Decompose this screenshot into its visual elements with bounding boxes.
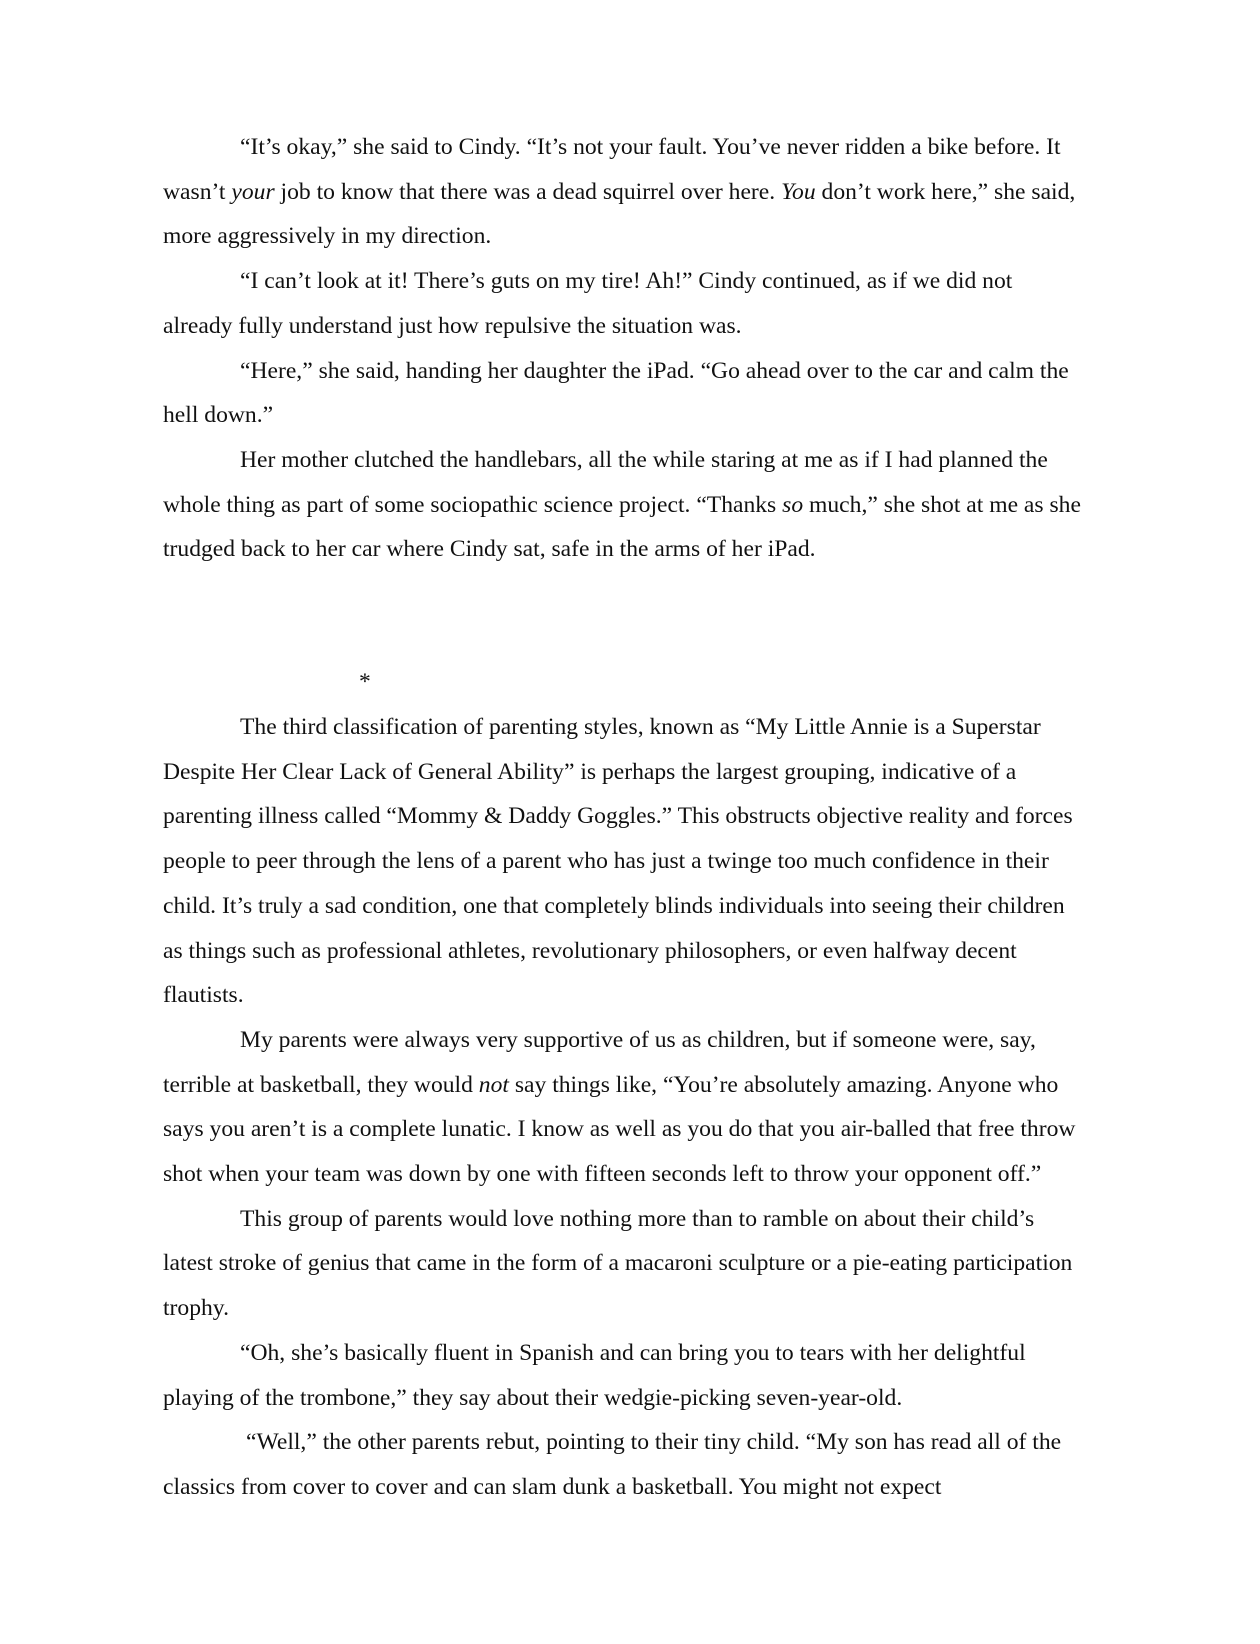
paragraph — [163, 1197, 1087, 1331]
body-text — [163, 125, 1087, 1510]
text-run: “It’s okay,” she said to Cindy. “It’s not your fault. You’ve never ridden a bike before. It wasn’t — [163, 134, 1061, 205]
text-run: job to know that there was a dead squirrel over here. — [274, 178, 782, 205]
text-run: “Here,” she said, handing her daughter the iPad. “Go ahead over to the car and calm the hell down.” — [163, 357, 1069, 429]
section-after-break — [163, 705, 1087, 1510]
text-run: Her mother clutched the handlebars, all the while staring at me as if I had planned the whole thing as part of some sociopathic science project. “Thanks — [163, 446, 1048, 518]
section-gap — [163, 572, 1087, 616]
paragraph — [163, 705, 1087, 1018]
text-run: This group of parents would love nothing more than to ramble on about their child’s latest stroke of genius that came in the form of a macaroni sculpture or a pie-eating participation trophy. — [163, 1205, 1073, 1322]
paragraph — [163, 259, 1087, 348]
italic-text: You — [781, 178, 816, 205]
paragraph — [163, 1420, 1087, 1509]
paragraph — [163, 125, 1087, 259]
text-run: The third classification of parenting styles, known as “My Little Annie is a Superstar Despite Her Clear Lack of General Ability” is perhaps the largest grouping, indicative of a parenting illness called “Mommy & Daddy Goggles.” This obstructs objective reality and forces people to peer through the lens of a parent who has just a twinge too much confidence in their child. It’s truly a sad condition, one that completely blinds individuals into seeing their children as things such as professional athletes, revolutionary philosophers, or even halfway decent flautists. — [163, 714, 1073, 1009]
asterisk: * — [359, 669, 371, 696]
text-run: My parents were always very supportive of us as children, but if someone were, say, terrible at basketball, they would — [163, 1026, 1036, 1098]
section-break-asterisk — [163, 616, 1087, 705]
paragraph — [163, 438, 1087, 572]
paragraph — [163, 1018, 1087, 1197]
text-run: “I can’t look at it! There’s guts on my tire! Ah!” Cindy continued, as if we did not already fully understand just how repulsive the situation was. — [163, 268, 1013, 339]
italic-text: your — [231, 178, 275, 205]
text-run: say things like, “You’re absolutely amazing. Anyone who says you aren’t is a complete lunatic. I know as well as you do that you air-balled that free throw shot when your team was down by one with fifteen seconds left to throw your opponent off.” — [163, 1071, 1076, 1188]
text-run: don’t work here,” she said, more aggressively in my direction. — [163, 178, 1076, 250]
text-run: “Well,” the other parents rebut, pointing to their tiny child. “My son has read all of the classics from cover to cover and can slam dunk a basketball. You might not expect — [163, 1429, 1062, 1500]
paragraph — [163, 1331, 1087, 1420]
section-before-break — [163, 125, 1087, 572]
italic-text: so — [782, 491, 804, 518]
text-run: much,” she shot at me as she trudged back to her car where Cindy sat, safe in the arms of her iPad. — [163, 491, 1081, 563]
italic-text: not — [478, 1071, 509, 1098]
text-run: “Oh, she’s basically fluent in Spanish and can bring you to tears with her delightful playing of the trombone,” they say about their wedgie-picking seven-year-old. — [163, 1339, 1026, 1411]
paragraph — [163, 349, 1087, 438]
